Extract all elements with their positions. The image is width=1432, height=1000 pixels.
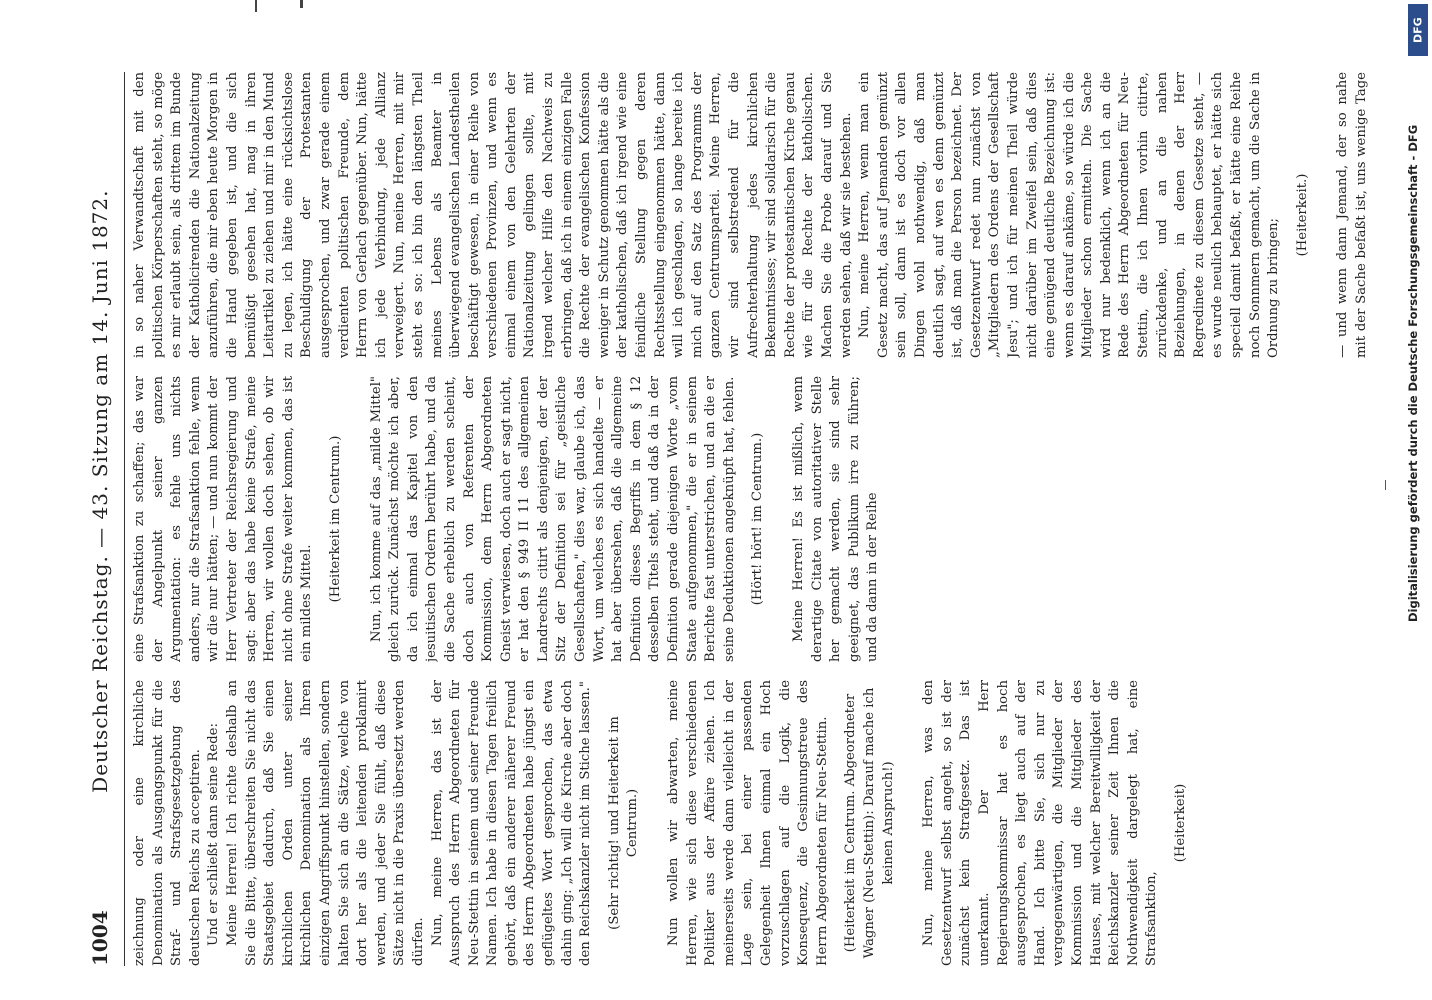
paragraph: Nun, ich komme auf das „milde Mittel" gleich zurück. Zunächst möchte ich aber, da ich einmal das Kapitel von den jesuitischen Ordern berührt habe, und da die Sache erheblich zu werden scheint, doch auch von Referenten der Kommission, dem Herrn Abgeordneten Gneist verwiesen, doch auch er sagt nicht, er hat den § 949 II 11 des allgemeinen Landrechts citirt als denjenigen, der der Sitz der Definition sei für „geistliche Gesellschaften," dies war, glaube ich, das Wort, um welches es sich handelte — er hat aber übersehen, daß die allgemeine Definition dieses Begriffs in dem § 12 desselben Titels steht, und daß da in der Definition gerade diejenigen Worte „vom Staate aufgenommen," die er in seinem Berichte fast unterstrichen, und an die er seine Deduktionen angeknüpft hat, fehlen. [368, 376, 737, 662]
dfg-logo: DFG [1408, 4, 1428, 56]
column-middle [131, 376, 1371, 662]
stage-direction: (Sehr richtig! und Heiterkeit im Centrum.) [606, 716, 641, 930]
page-title: Deutscher Reichstag. — 43. Sitzung am 14. Juni 1872. [88, 189, 112, 793]
stage-direction: (Heiterkeit.) [1294, 173, 1310, 257]
paragraph: in so naher Verwandtschaft mit den politischen Körperschaften steht, so möge es mir erlaubt sein, als drittem im Bunde der Katholicirenden die Nationalzeitung anzuführen, die mir eben heute Morgen in die Hand gegeben ist, und die sich bemüßigt gesehen hat, mag in ihren Leitartikel zu ziehen und mir in den Mund zu legen, ich hätte eine rücksichtslose Beschuldigung der Protestanten ausgesprochen, und zwar gerade einem verdienten politischen Freunde, dem Herrn von Gerlach gegenüber. Nun, hätte ich jede Verbindung, jede Allianz verweigert. Nun, meine Herren, mit mir steht es so: ich bin den längsten Theil meines Lebens als Beamter in überwiegend evangelischen Landestheilen beschäftigt gewesen, in einer Reihe von verschiedenen Provinzen, und wenn es einmal einem von den Gelehrten der Nationalzeitung gelingen sollte, mit irgend welcher Hilfe den Nachweis zu erbringen, daß ich in einem einzigen Falle die Rechte der evangelischen Konfession weniger in Schutz genommen hätte als die der katholischen, daß ich irgend wie eine feindliche Stellung gegen deren Rechtsstellung eingenommen hätte, dann will ich geschlagen, so lange bereite ich mich auf den Satz des Programms der ganzen Centrumspartei. Meine Herren, wir sind selbstredend für die Aufrechterhaltung jedes kirchlichen Bekenntnisses; wir sind solidarisch für die Rechte der protestantischen Kirche genau wie für die Rechte der katholischen. Machen Sie die Probe darauf und Sie werden sehen, daß wir sie bestehen. [132, 72, 854, 358]
paragraph: Meine Herren! Ich richte deshalb an Sie die Bitte, überschreiten Sie nicht das Staatsgebiet dadurch, daß Sie einen kirchlichen Orden unter seiner kirchlichen Denomination als Ihren einzigen Angriffspunkt hinstellen, sondern halten Sie sich an die Sätze, welche von dort her als die leitenden proklamirt werden, und jeder Sie fühlt, daß diese Sätze nicht in die Praxis übersetzt werden dürfen. [224, 680, 426, 966]
paragraph: Nun wollen wir abwarten, meine Herren, wie sich diese verschiedenen Politiker aus der Affaire ziehen. Ich meinerseits werde dann vielleicht in der Lage sein, bei einer passenden Gelegenheit Ihnen einmal ein Hoch vorzuschlagen auf die Logik, die Konsequenz, die Gesinnungstreue des Herrn Abgeordneten für Neu-Stettin. [666, 680, 830, 966]
digitization-note: Digitalisierung gefördert durch die Deutsche Forschungsgemeinschaft - DFG [1406, 124, 1420, 622]
digitization-sidebar [1392, 0, 1432, 1000]
paragraph: — und wenn dann Jemand, der so nahe mit der Sache befaßt ist, uns wenige Tage [1335, 72, 1369, 358]
stage-direction: (Heiterkeit) [1172, 783, 1188, 863]
stage-direction: (Heiterkeit im Centrum.) [327, 435, 343, 603]
paragraph: Meine Herren! Es ist mißlich, wenn derartige Citate von autoritativer Stelle her gemacht werden, sie sind sehr geeignet, das Publikum irre zu führen; und da dann in der Reihe [791, 376, 881, 662]
paragraph: Nun, meine Herren, wenn man ein Gesetz macht, das auf Jemanden gemünzt sein soll, dann ist es doch vor allen Dingen wohl nothwendig, daß man deutlich sagt, auf wen es denn gemünzt ist, daß man die Person bezeichnet. Der Gesetzentwurf redet nun zunächst von „Mitgliedern des Ordens der Gesellschaft Jesu"; und ich für meinen Theil würde nicht darüber im Zweifel sein, daß dies eine genügend deutliche Bezeichnung ist: wenn es darauf ankäme, so würde ich die Mitglieder schon ermitteln. Die Sache wird nur bedenklich, wenn ich an die Rede des Herrn Abgeordneten für Neu-Stettin, die ich Ihnen vorhin citirte, zurückdenke, und an die nahen Beziehungen, in denen der Herr Regredinete zu diesem Gesetze steht, — es wurde neulich behauptet, er hätte sich speciell damit befaßt, er hätte eine Reihe noch Sonnmern gemacht, um die Sache in Ordnung zu bringen; [857, 72, 1282, 358]
stage-direction: (Heiterkeit im Centrum. Abgeordneter Wagner (Neu-Stettin): Darauf mache ich keinen Anspruch!) [843, 687, 896, 959]
text-columns [131, 72, 1371, 966]
paragraph: Nun, meine Herren, was den Gesetzentwurf selbst angeht, so ist der zunächst kein Strafgesetz. Das ist unerkannt. Der Herr Regierungskommissar hat es hoch ausgesprochen, es liegt auch auf der Hand. Ich bitte Sie, sich nur zu vergegenwärtigen, die Mitglieder der Kommission und die Mitglieder des Hauses, mit welcher Bereitwilligkeit der Reichskanzler seiner Zeit Ihnen die Nothwendigkeit dargelegt hat, eine Strafsanktion, [921, 680, 1160, 966]
scan-edge-mark [255, 0, 257, 12]
paragraph: zeichnung oder eine kirchliche Denomination als Ausgangspunkt für die Straf- und Strafsgesetzgebung des deutschen Reichs zu acceptiren. [132, 680, 203, 966]
page-number: 1004 [88, 910, 112, 966]
paragraph: Nun, meine Herren, das ist der Ausspruch des Herrn Abgeordneten für Neu-Stettin in seinem und seiner Freunde Namen. Ich habe in diesen Tagen freilich gehört, daß ein anderer näherer Freund des Herrn Abgeordneten habe jüngst ein geflügeltes Wort gesprochen, das etwa dahin ging: „Ich will die Kirche aber doch den Reichskanzler nicht im Stiche lassen." [429, 680, 594, 966]
column-left [131, 680, 1371, 966]
column-right [131, 72, 1371, 358]
paragraph: eine Strafsanktion zu schaffen; das war der Angelpunkt seiner ganzen Argumentation: es fehle uns nichts anders, nur die Strafsanktion fehle, wenn wir die nur hätten; — und nun kommt der Herr Vertreter der Reichsregierung und sagt: aber das habe keine Strafe, meine Herren, wir wollen doch sehen, ob wir nicht ohne Strafe weiter kommen, das ist ein mildes Mittel. [132, 376, 315, 662]
scan-edge-mark [300, 0, 303, 8]
paragraph: Und er schließt dann seine Rede: [206, 723, 222, 946]
stage-direction: (Hört! hört! im Centrum.) [750, 432, 766, 606]
page-header [88, 72, 125, 966]
scanned-page [88, 64, 1388, 974]
